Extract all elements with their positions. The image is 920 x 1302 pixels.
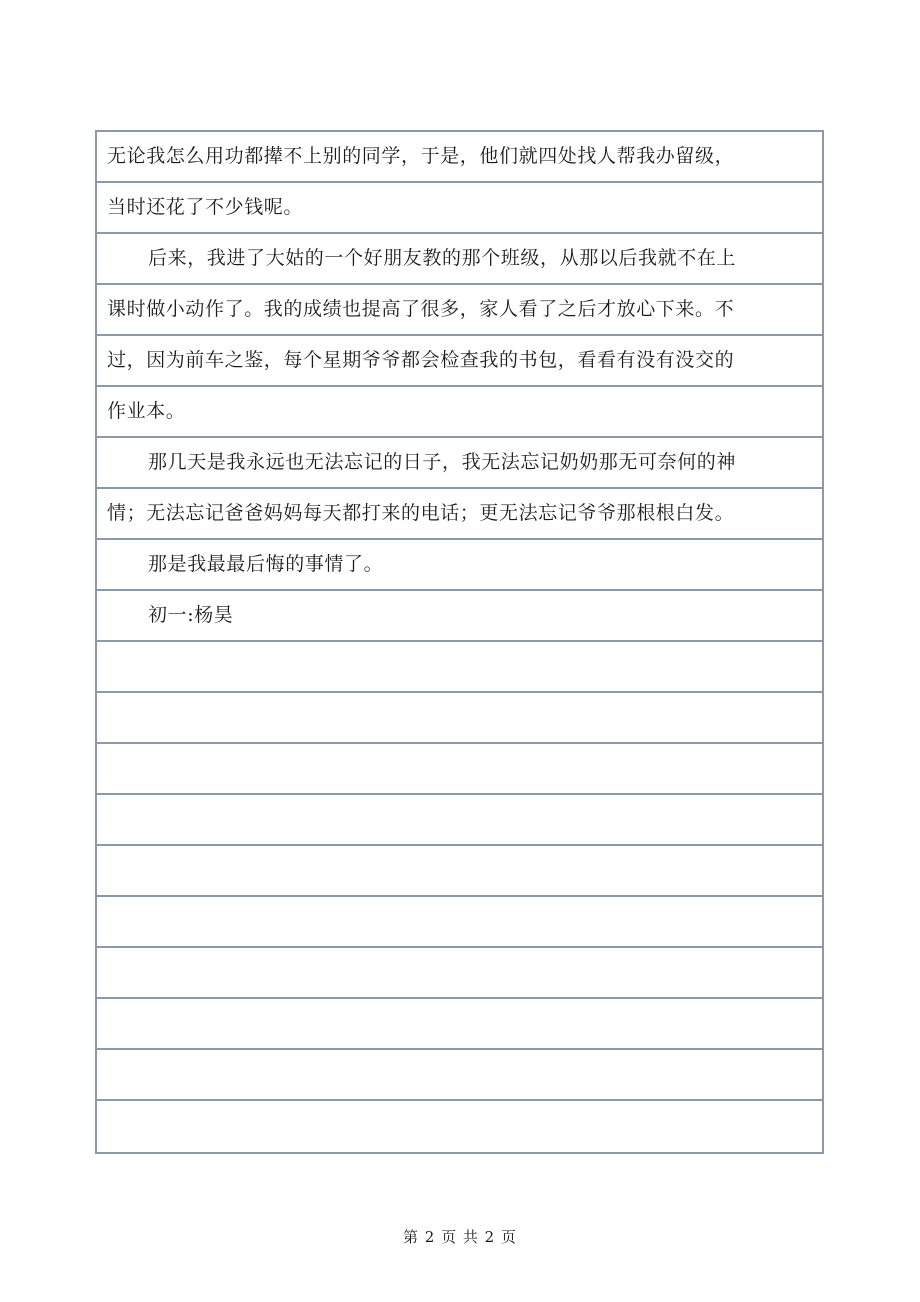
page-number-footer: 第 2 页 共 2 页 [403,1228,517,1246]
sheet-line-6: 作业本。 [97,387,822,438]
sheet-line-13 [97,744,822,795]
sheet-line-17 [97,948,822,999]
sheet-line-12 [97,693,822,744]
sheet-line-3: 后来，我进了大姑的一个好朋友教的那个班级，从那以后我就不在上 [97,234,822,285]
sheet-line-1: 无论我怎么用功都撵不上别的同学，于是，他们就四处找人帮我办留级， [97,132,822,183]
sheet-line-8: 情；无法忘记爸爸妈妈每天都打来的电话；更无法忘记爷爷那根根白发。 [97,489,822,540]
sheet-line-10: 初一:杨昊 [97,591,822,642]
sheet-line-2: 当时还花了不少钱呢。 [97,183,822,234]
sheet-line-4: 课时做小动作了。我的成绩也提高了很多，家人看了之后才放心下来。不 [97,285,822,336]
sheet-line-11 [97,642,822,693]
writing-sheet [95,130,824,1154]
sheet-line-19 [97,1050,822,1101]
sheet-line-18 [97,999,822,1050]
sheet-line-5: 过，因为前车之鉴，每个星期爷爷都会检查我的书包，看看有没有没交的 [97,336,822,387]
sheet-line-7: 那几天是我永远也无法忘记的日子，我无法忘记奶奶那无可奈何的神 [97,438,822,489]
sheet-line-15 [97,846,822,897]
sheet-line-14 [97,795,822,846]
sheet-line-16 [97,897,822,948]
sheet-line-20 [97,1101,822,1152]
sheet-line-9: 那是我最最后悔的事情了。 [97,540,822,591]
